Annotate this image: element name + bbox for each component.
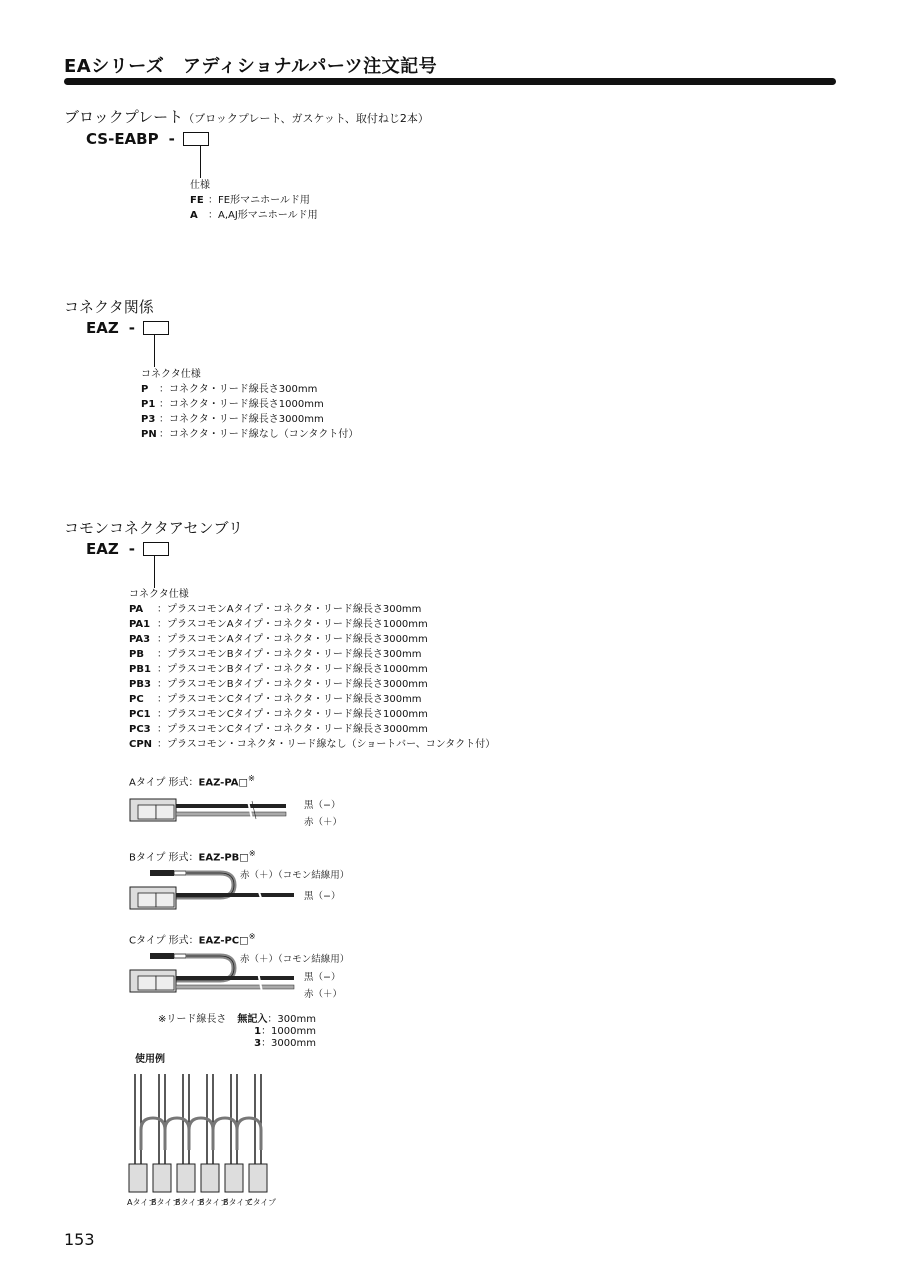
usage-type-label: Cタイプ bbox=[247, 1198, 277, 1207]
type-model: EAZ-PA□ bbox=[198, 777, 248, 789]
usage-type-label: Aタイプ bbox=[127, 1198, 157, 1207]
header-rule bbox=[64, 78, 836, 85]
usage-type-label: Bタイプ bbox=[151, 1198, 181, 1207]
spec-row bbox=[129, 692, 495, 707]
spec-desc: ：プラスコモンCタイプ・コネクタ・リード線長さ300mm bbox=[157, 694, 422, 705]
spec-desc: ：プラスコモンBタイプ・コネクタ・リード線長さ300mm bbox=[157, 649, 422, 660]
spec-code: PB1 bbox=[129, 664, 151, 675]
spec-row bbox=[129, 617, 495, 632]
spec-code: PA3 bbox=[129, 634, 151, 645]
spec-code: PC3 bbox=[129, 724, 151, 735]
spec-desc: ：FE形マニホールド用 bbox=[208, 195, 310, 206]
block-plate-title: ブロックプレート bbox=[64, 108, 184, 126]
connector-code-row bbox=[86, 319, 169, 337]
spec-code: PB3 bbox=[129, 679, 151, 690]
usage-type-label: Bタイプ bbox=[199, 1198, 229, 1207]
spec-code: P bbox=[141, 384, 149, 395]
spec-row bbox=[129, 707, 495, 722]
lead-value: ：300mm bbox=[267, 1014, 316, 1025]
spec-desc: ：コネクタ・リード線長さ3000mm bbox=[159, 414, 324, 425]
type-label-text: Cタイプ 形式： bbox=[129, 935, 199, 947]
type-model: EAZ-PB□ bbox=[198, 852, 249, 864]
spec-row bbox=[141, 397, 358, 412]
connector-dash: - bbox=[128, 319, 135, 337]
lead-code: 無記入 bbox=[237, 1014, 268, 1025]
spec-desc: ：プラスコモンBタイプ・コネクタ・リード線長さ1000mm bbox=[157, 664, 428, 675]
block-plate-option-box bbox=[183, 132, 209, 146]
type-c-label bbox=[129, 931, 256, 946]
common-connector-code: EAZ bbox=[86, 540, 119, 558]
type-a-black-label: 黒（−） bbox=[304, 800, 341, 811]
type-b-red-common-label: 赤（＋）（コモン結線用） bbox=[240, 870, 350, 881]
spec-desc: ：プラスコモンAタイプ・コネクタ・リード線長さ300mm bbox=[157, 604, 422, 615]
spec-row bbox=[129, 722, 495, 737]
lead-code: 3 bbox=[254, 1038, 262, 1049]
block-plate-section-title bbox=[64, 106, 429, 127]
usage-title: 使用例 bbox=[135, 1054, 165, 1065]
usage-type-labels bbox=[127, 1197, 277, 1208]
common-connector-code-row bbox=[86, 540, 169, 558]
page-title: EAシリーズ アディショナルパーツ注文記号 bbox=[64, 56, 438, 77]
spec-row bbox=[129, 662, 495, 677]
usage-example-drawing bbox=[125, 1070, 270, 1196]
type-mark: ※ bbox=[247, 773, 255, 783]
block-plate-leader-line bbox=[200, 145, 201, 178]
spec-code: PA bbox=[129, 604, 144, 615]
spec-row bbox=[129, 737, 495, 752]
block-plate-code: CS-EABP bbox=[86, 130, 159, 148]
lead-length-list bbox=[230, 1014, 316, 1050]
connector-leader-line bbox=[154, 334, 155, 367]
spec-desc: ：A,AJ形マニホールド用 bbox=[208, 210, 318, 221]
spec-code: PN bbox=[141, 429, 157, 440]
spec-code: FE bbox=[190, 195, 204, 206]
type-b-black-label: 黒（−） bbox=[304, 891, 341, 902]
type-label-text: Aタイプ 形式： bbox=[129, 777, 199, 789]
spec-desc: ：プラスコモンAタイプ・コネクタ・リード線長さ1000mm bbox=[157, 619, 428, 630]
spec-row bbox=[141, 382, 358, 397]
lead-length-row bbox=[230, 1038, 316, 1050]
type-model: EAZ-PC□ bbox=[198, 935, 249, 947]
common-connector-leader-line bbox=[154, 555, 155, 588]
spec-row bbox=[190, 193, 318, 208]
spec-row bbox=[129, 677, 495, 692]
type-label-text: Bタイプ 形式： bbox=[129, 852, 199, 864]
spec-code: PA1 bbox=[129, 619, 151, 630]
lead-code: 1 bbox=[254, 1026, 262, 1037]
spec-code: PC bbox=[129, 694, 144, 705]
spec-desc: ：プラスコモンBタイプ・コネクタ・リード線長さ3000mm bbox=[157, 679, 428, 690]
common-connector-option-box bbox=[143, 542, 169, 556]
type-a-red-label: 赤（＋） bbox=[304, 817, 343, 828]
common-connector-spec-block bbox=[129, 587, 495, 752]
spec-code: CPN bbox=[129, 739, 153, 750]
type-b-label bbox=[129, 848, 256, 863]
spec-code: P3 bbox=[141, 414, 156, 425]
lead-length-row bbox=[230, 1014, 316, 1026]
spec-row bbox=[141, 427, 358, 442]
spec-code: P1 bbox=[141, 399, 156, 410]
type-a-label bbox=[129, 773, 255, 788]
connector-spec-block bbox=[141, 367, 358, 442]
spec-row bbox=[129, 632, 495, 647]
connector-code: EAZ bbox=[86, 319, 119, 337]
spec-desc: ：コネクタ・リード線長さ1000mm bbox=[159, 399, 324, 410]
spec-desc: ：コネクタ・リード線なし（コンタクト付） bbox=[159, 429, 359, 440]
lead-length-row bbox=[230, 1026, 316, 1038]
block-plate-spec-head: 仕様 bbox=[190, 180, 210, 191]
type-mark: ※ bbox=[248, 848, 256, 858]
spec-row bbox=[129, 602, 495, 617]
common-connector-title: コモンコネクタアセンブリ bbox=[64, 519, 243, 537]
type-a-connector-drawing bbox=[128, 795, 303, 827]
spec-desc: ：プラスコモンCタイプ・コネクタ・リード線長さ3000mm bbox=[157, 724, 428, 735]
block-plate-code-row bbox=[86, 130, 209, 148]
spec-desc: ：プラスコモンAタイプ・コネクタ・リード線長さ3000mm bbox=[157, 634, 428, 645]
block-plate-note: （ブロックプレート、ガスケット、取付ねじ2本） bbox=[183, 112, 429, 125]
block-plate-spec-block bbox=[190, 178, 318, 223]
connector-title: コネクタ関係 bbox=[64, 298, 154, 316]
spec-desc: ：プラスコモン・コネクタ・リード線なし（ショートバー、コンタクト付） bbox=[157, 739, 496, 750]
common-connector-spec-head: コネクタ仕様 bbox=[129, 589, 189, 600]
type-mark: ※ bbox=[248, 931, 256, 941]
spec-row bbox=[141, 412, 358, 427]
type-c-black-label: 黒（−） bbox=[304, 972, 341, 983]
lead-value: ：3000mm bbox=[261, 1038, 316, 1049]
block-plate-dash: - bbox=[168, 130, 175, 148]
connector-spec-head: コネクタ仕様 bbox=[141, 369, 201, 380]
type-c-red-common-label: 赤（＋）（コモン結線用） bbox=[240, 954, 350, 965]
usage-type-label: Bタイプ bbox=[175, 1198, 205, 1207]
lead-length-label: ※リード線長さ bbox=[158, 1014, 227, 1025]
common-connector-dash: - bbox=[128, 540, 135, 558]
lead-value: ：1000mm bbox=[261, 1026, 316, 1037]
usage-type-label: Bタイプ bbox=[223, 1198, 253, 1207]
type-c-red-label: 赤（＋） bbox=[304, 989, 343, 1000]
spec-row bbox=[129, 647, 495, 662]
spec-desc: ：コネクタ・リード線長さ300mm bbox=[159, 384, 318, 395]
spec-code: PC1 bbox=[129, 709, 151, 720]
spec-row bbox=[190, 208, 318, 223]
page-number: 153 bbox=[64, 1230, 95, 1249]
spec-code: A bbox=[190, 210, 198, 221]
connector-option-box bbox=[143, 321, 169, 335]
spec-code: PB bbox=[129, 649, 144, 660]
spec-desc: ：プラスコモンCタイプ・コネクタ・リード線長さ1000mm bbox=[157, 709, 428, 720]
